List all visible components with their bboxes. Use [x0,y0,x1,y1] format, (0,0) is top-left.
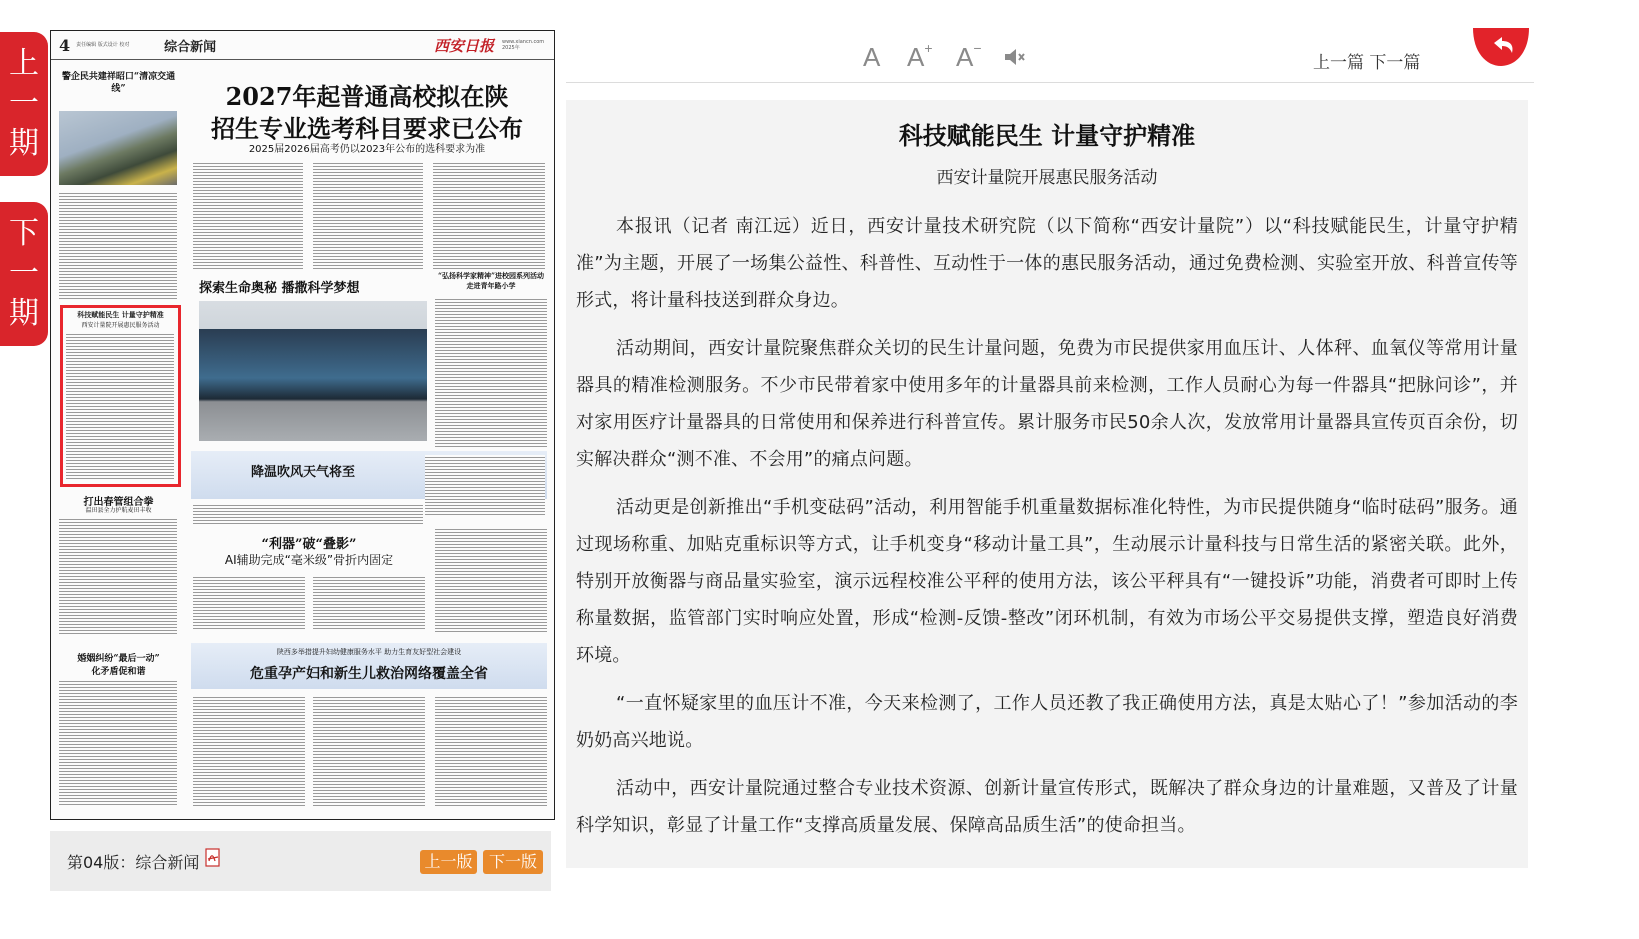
font-smaller-sup: − [973,40,982,56]
story-title-spring[interactable]: 打出春管组合拳 [83,497,154,508]
prev-page-button[interactable]: 上一版 [420,850,477,874]
story-text [193,695,305,807]
story-title-ai-1[interactable]: “利器”破“叠影” [261,537,357,552]
paper-header-small: 责任编辑 版式设计 校对 [76,42,130,48]
font-smaller-label: A [956,42,974,72]
article-subtitle: 西安计量院开展惠民服务活动 [936,168,1158,188]
article-nav [1313,48,1420,73]
pdf-icon[interactable] [205,848,221,867]
page-footer [50,831,551,891]
science-photo [199,301,427,441]
story-text [59,191,177,299]
traffic-photo [59,111,177,185]
story-text [433,161,545,271]
paper-header [51,31,554,60]
story-text [313,575,425,631]
story-text [435,695,547,807]
prev-issue-tab[interactable] [0,32,48,176]
font-bigger-sup: + [924,40,933,56]
font-bigger-button[interactable] [907,42,933,73]
back-arrow-icon[interactable] [1472,28,1530,68]
story-text [66,332,174,480]
story-text [435,527,547,633]
prev-issue-char: 上 [9,46,39,81]
story-title-traffic[interactable]: 警企民共建祥昭口“清凉交通线” [61,72,176,94]
font-smaller-button[interactable] [956,42,982,73]
highlighted-article-box[interactable] [60,305,181,487]
next-article-link[interactable]: 下一篇 [1369,53,1421,73]
main-headline-1[interactable]: 2027年起普通高校拟在陕 [225,82,509,111]
story-sub-science: “弘扬科学家精神”进校园系列活动走进青年路小学 [437,271,545,290]
story-text [193,161,303,271]
article-body [576,208,1518,855]
article-title: 科技赋能民生 计量守护精准 [898,122,1196,150]
story-text [59,517,177,635]
next-issue-char: 下 [9,216,39,251]
highlight-subtitle: 西安计量院开展惠民服务活动 [81,322,160,329]
font-bigger-label: A [907,42,925,72]
newspaper-page[interactable] [50,30,555,820]
next-issue-char: 一 [9,256,39,291]
highlight-title: 科技赋能民生 计量守护精准 [77,310,164,319]
font-normal-button[interactable] [863,42,880,73]
story-text [313,161,423,271]
prev-article-link[interactable]: 上一篇 [1313,53,1364,73]
story-title-health[interactable]: 危重孕产妇和新生儿救治网络覆盖全省 [250,666,488,682]
story-title-family-1[interactable]: 婚姻纠纷“最后一动” [77,654,160,664]
paper-header-meta: www.xiancn.com 2025年 [502,39,545,51]
story-title-family-2: 化矛盾促和谐 [91,667,146,677]
story-title-ai-2[interactable]: AI辅助完成“毫米级”骨折内固定 [224,553,394,567]
story-title-weather[interactable]: 降温吹风天气将至 [251,465,356,480]
prev-issue-char: 一 [9,86,39,121]
next-issue-char: 期 [9,296,39,331]
next-page-button[interactable]: 下一版 [483,850,543,874]
story-text [425,455,545,515]
article-toolbar [566,30,1534,83]
story-text [59,679,177,807]
speaker-mute-icon[interactable] [1003,46,1027,73]
story-text [435,297,547,447]
story-title-science[interactable]: 探索生命奥秘 播撒科学梦想 [199,281,360,296]
article-paragraph: “一直怀疑家里的血压计不准，今天来检测了，工作人员还教了我正确使用方法，真是太贴心了！”参加活动的李奶奶高兴地说。 [576,693,1518,751]
health-kicker: 陕西多举措提升妇幼健康服务水平 助力生育友好型社会建设 [276,648,462,656]
story-sub-spring: 温田县全力护航麦田丰收 [85,507,152,514]
article-paragraph: 本报讯（记者 南江远）近日，西安计量技术研究院（以下简称“西安计量院”）以“科技赋能民生，计量守护精准”为主题，开展了一场集公益性、科普性、互动性于一体的惠民服务活动，通过免费检测、实验室开放、科普宣传等形式，将计量科技送到群众身边。 [576,216,1518,311]
article-paragraph: 活动期间，西安计量院聚焦群众关切的民生计量问题，免费为市民提供家用血压计、人体秤、血氧仪等常用计量器具的精准检测服务。不少市民带着家中使用多年的计量器具前来检测，工作人员耐心为每一件器具“把脉问诊”，并对家用医疗计量器具的日常使用和保养进行科普宣传。累计服务市民50余人次，发放常用计量器具宣传页百余份，切实解决群众“测不准、不会用”的痛点问题。 [576,338,1518,470]
article-paragraph: 活动更是创新推出“手机变砝码”活动，利用智能手机重量数据标准化特性，为市民提供随身“临时砝码”服务。通过现场称重、加贴克重标识等方式，让手机变身“移动计量工具”，生动展示计量科技与日常生活的紧密关联。此外，特别开放衡器与商品量实验室，演示远程校准公平秤的使用方法，该公平秤具有“一键投诉”功能，消费者可即时上传称量数据，监管部门实时响应处置，形成“检测-反馈-整改”闭环机制，有效为市场公平交易提供支撑，塑造良好消费环境。 [576,497,1518,666]
main-headline-sub: 2025届2026届高考仍以2023年公布的选科要求为准 [248,144,486,155]
edition-label: 第04版：综合新闻 [67,852,200,872]
story-text [193,503,423,525]
article-panel [566,100,1528,868]
story-text [193,575,305,631]
font-normal-label: A [863,42,881,72]
paper-masthead: 西安日报 [433,36,494,55]
article-paragraph: 活动中，西安计量院通过整合专业技术资源、创新计量宣传形式，既解决了群众身边的计量难题，又普及了计量科学知识，彰显了计量工作“支撑高质量发展、保障高品质生活”的使命担当。 [576,778,1518,836]
next-issue-tab[interactable] [0,202,48,346]
main-headline-2[interactable]: 招生专业选考科目要求已公布 [211,114,523,143]
prev-issue-char: 期 [9,126,39,161]
story-text [313,695,425,807]
paper-section-name: 综合新闻 [164,39,217,55]
paper-page-number: 4 [59,35,71,55]
